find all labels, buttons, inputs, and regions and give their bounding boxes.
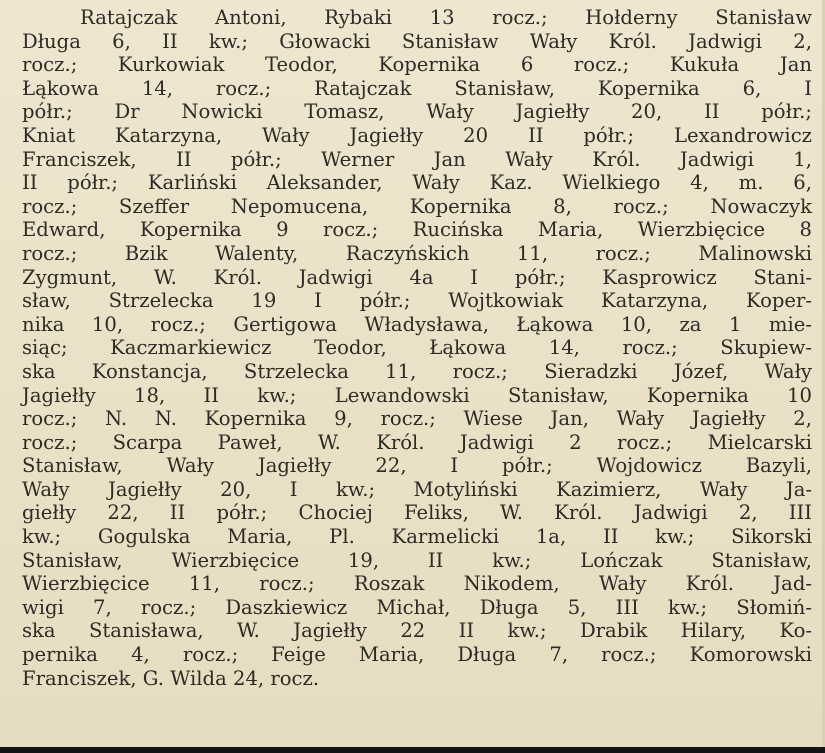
text-line-26: wigi 7, rocz.; Daszkiewicz Michał, Długa 5, III kw.; Słomiń- bbox=[22, 595, 812, 619]
text-line-23: kw.; Gogulska Maria, Pl. Karmelicki 1a, II kw.; Sikorski bbox=[22, 525, 812, 549]
text-line-18: rocz.; N. N. Kopernika 9, rocz.; Wiese Jan, Wały Jagiełły 2, bbox=[22, 407, 812, 431]
donor-list-paragraph bbox=[22, 6, 812, 690]
text-line-4: Łąkowa 14, rocz.; Ratajczak Stanisław, Kopernika 6, I bbox=[22, 76, 812, 100]
text-line-10: Edward, Kopernika 9 rocz.; Rucińska Maria, Wierzbięcice 8 bbox=[22, 218, 812, 242]
text-line-9: rocz.; Szeffer Nepomucena, Kopernika 8, rocz.; Nowaczyk bbox=[22, 194, 812, 218]
text-line-13: sław, Strzelecka 19 I półr.; Wojtkowiak Katarzyna, Koper- bbox=[22, 289, 812, 313]
text-line-7: Franciszek, II półr.; Werner Jan Wały Król. Jadwigi 1, bbox=[22, 147, 812, 171]
text-line-16: ska Konstancja, Strzelecka 11, rocz.; Sieradzki Józef, Wały bbox=[22, 359, 812, 383]
text-line-25: Wierzbięcice 11, rocz.; Roszak Nikodem, Wały Król. Jad- bbox=[22, 572, 812, 596]
text-line-22: giełły 22, II półr.; Chociej Feliks, W. Król. Jadwigi 2, III bbox=[22, 501, 812, 525]
text-line-24: Stanisław, Wierzbięcice 19, II kw.; Lończak Stanisław, bbox=[22, 548, 812, 572]
text-line-21: Wały Jagiełły 20, I kw.; Motyliński Kazimierz, Wały Ja- bbox=[22, 477, 812, 501]
text-line-20: Stanisław, Wały Jagiełły 22, I półr.; Wojdowicz Bazyli, bbox=[22, 454, 812, 478]
text-line-1: Ratajczak Antoni, Rybaki 13 rocz.; Hołderny Stanisław bbox=[80, 6, 812, 29]
text-line-5: półr.; Dr Nowicki Tomasz, Wały Jagiełły 20, II półr.; bbox=[22, 100, 812, 124]
text-line-8: II półr.; Karliński Aleksander, Wały Kaz. Wielkiego 4, m. 6, bbox=[22, 171, 812, 195]
text-line-17: Jagiełły 18, II kw.; Lewandowski Stanisław, Kopernika 10 bbox=[22, 383, 812, 407]
text-line-28: pernika 4, rocz.; Feige Maria, Długa 7, rocz.; Komorowski bbox=[22, 643, 812, 667]
text-line-2: Długa 6, II kw.; Głowacki Stanisław Wały Król. Jadwigi 2, bbox=[22, 29, 812, 53]
text-line-3: rocz.; Kurkowiak Teodor, Kopernika 6 rocz.; Kukuła Jan bbox=[22, 53, 812, 77]
bottom-border bbox=[0, 747, 825, 753]
text-line-12: Zygmunt, W. Król. Jadwigi 4a I półr.; Kasprowicz Stani- bbox=[22, 265, 812, 289]
text-line-14: nika 10, rocz.; Gertigowa Władysława, Łąkowa 10, za 1 mie- bbox=[22, 312, 812, 336]
text-line-15: siąc; Kaczmarkiewicz Teodor, Łąkowa 14, rocz.; Skupiew- bbox=[22, 336, 812, 360]
text-line-11: rocz.; Bzik Walenty, Raczyńskich 11, rocz.; Malinowski bbox=[22, 241, 812, 265]
text-line-19: rocz.; Scarpa Paweł, W. Król. Jadwigi 2 rocz.; Mielcarski bbox=[22, 430, 812, 454]
text-line-6: Kniat Katarzyna, Wały Jagiełły 20 II półr.; Lexandrowicz bbox=[22, 123, 812, 147]
text-line-27: ska Stanisława, W. Jagiełły 22 II kw.; Drabik Hilary, Ko- bbox=[22, 619, 812, 643]
text-line-29: Franciszek, G. Wilda 24, rocz. bbox=[22, 666, 320, 690]
